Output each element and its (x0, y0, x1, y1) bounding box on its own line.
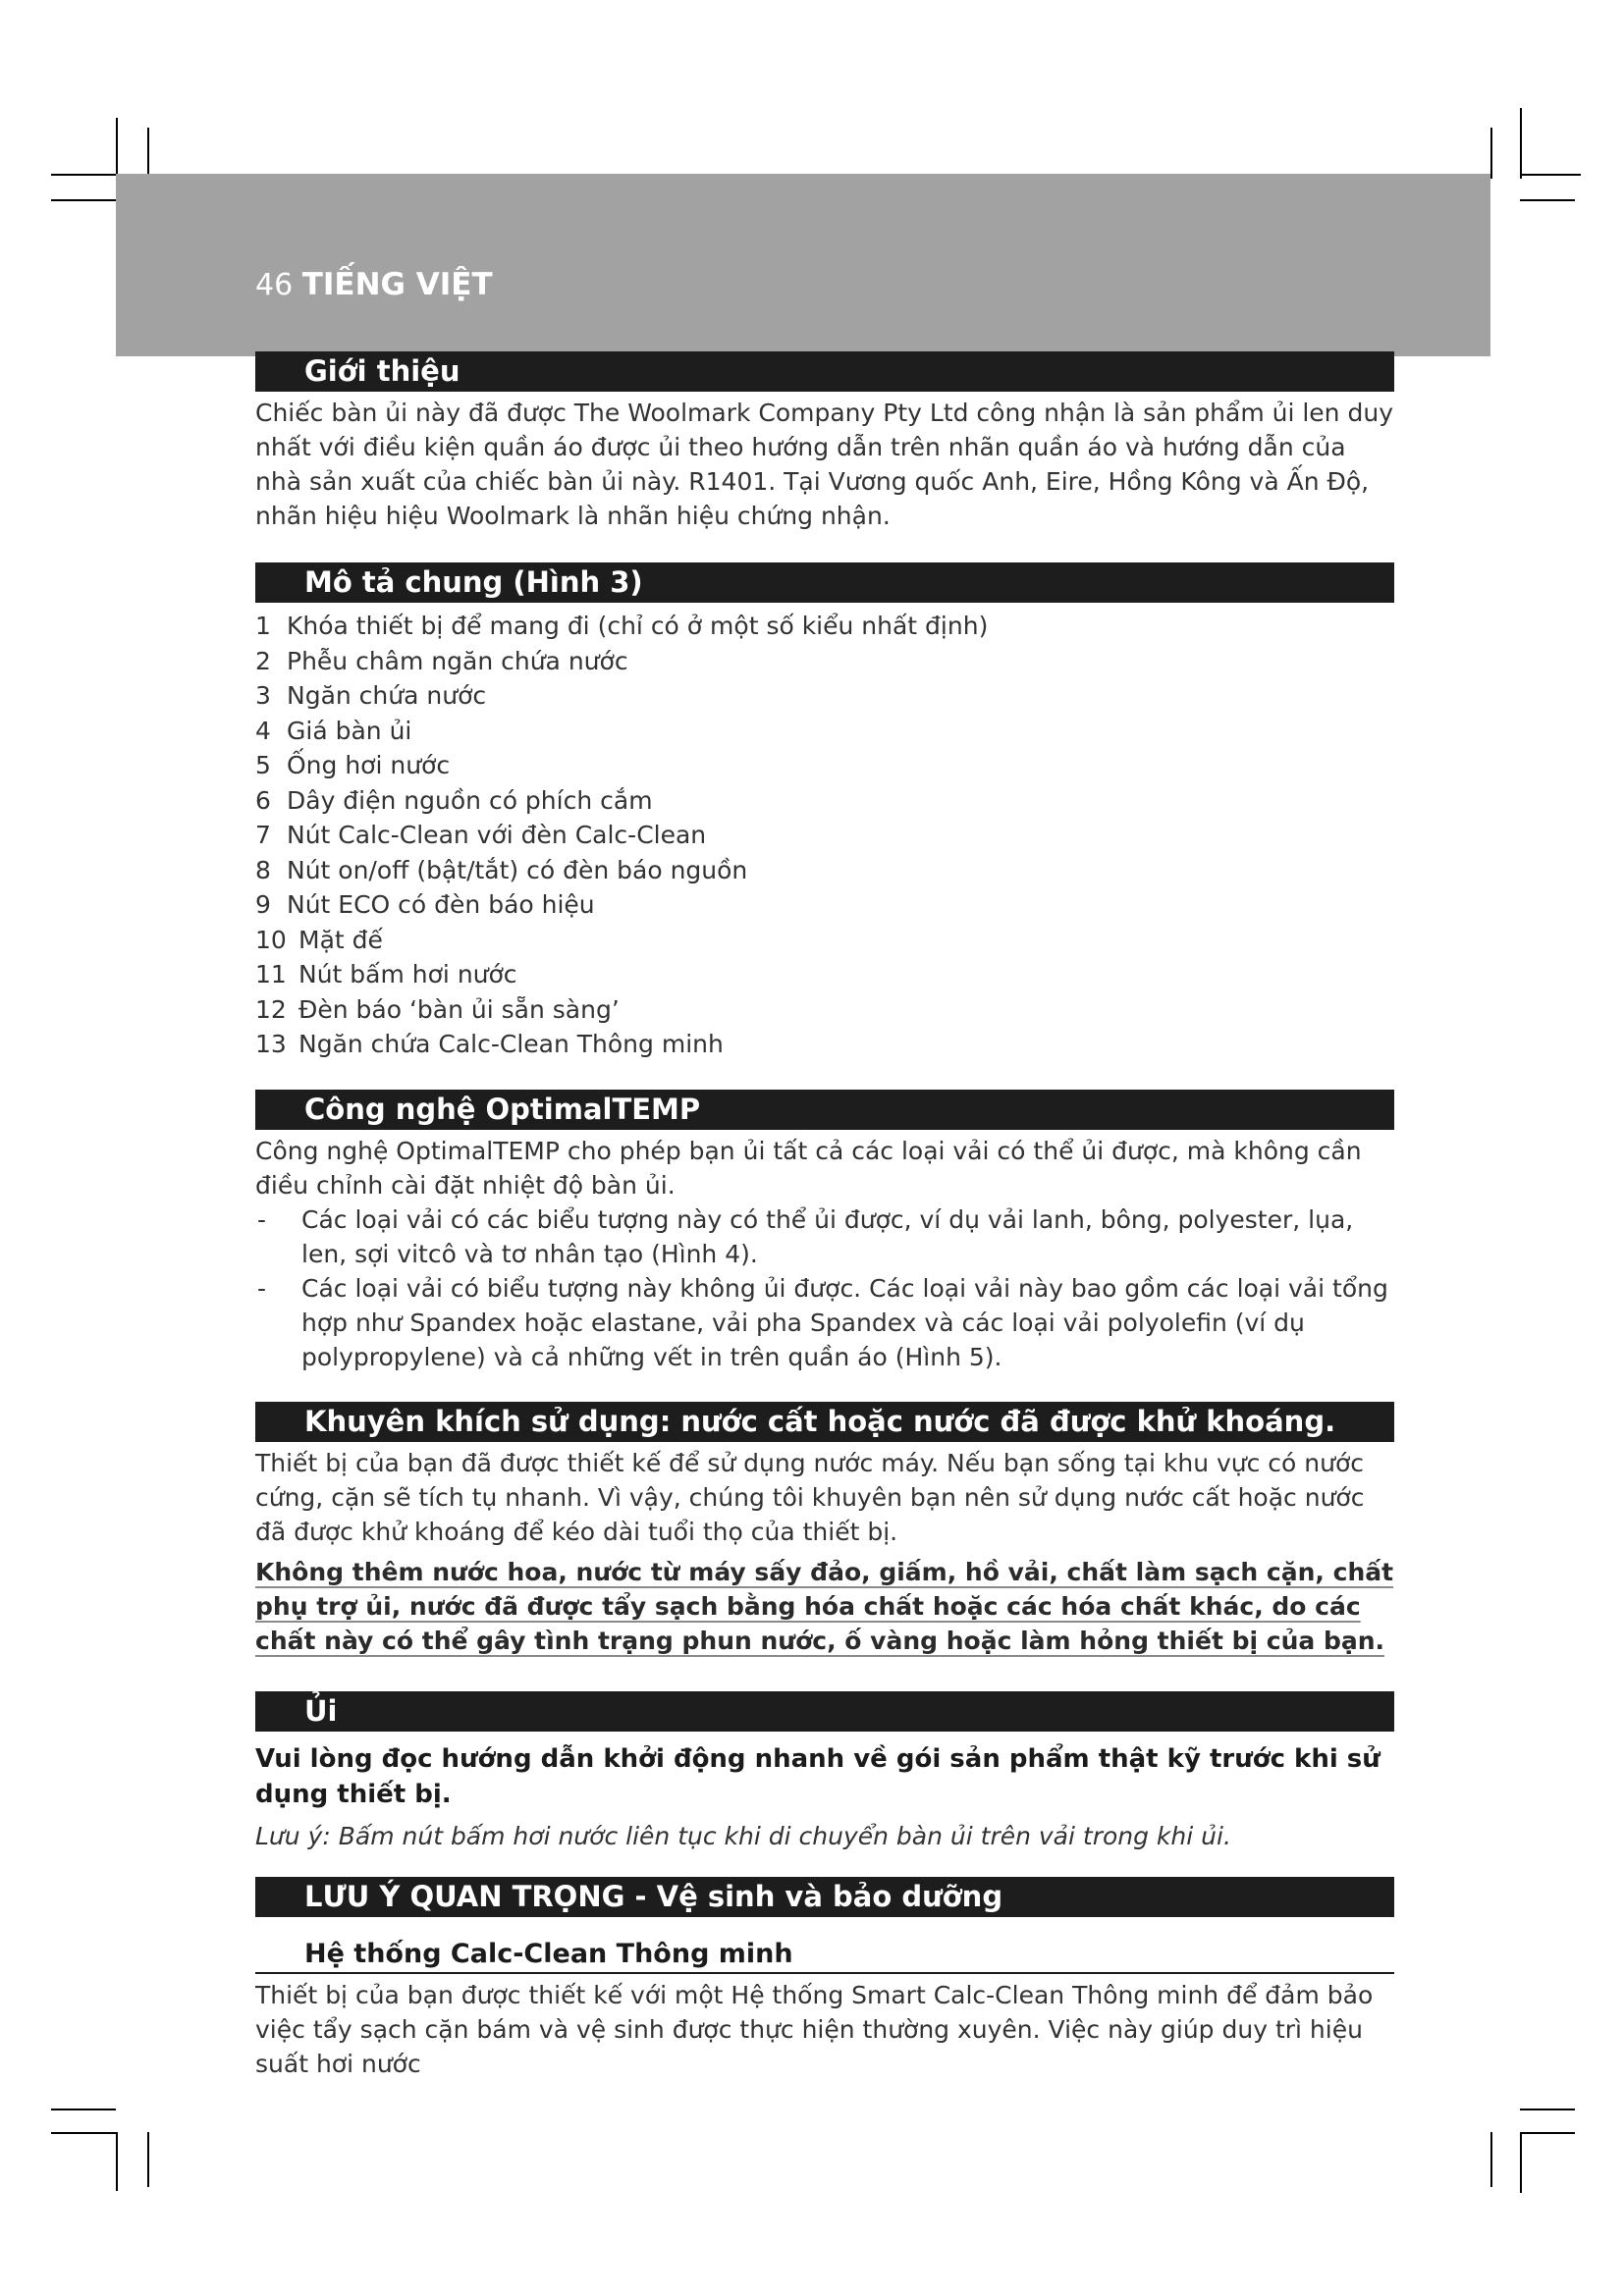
subsection-title: Hệ thống Calc-Clean Thông minh (255, 1935, 1394, 1974)
crop-mark (51, 174, 116, 176)
crop-mark (1520, 174, 1581, 176)
section-intro (255, 351, 1394, 533)
crop-mark (1520, 2132, 1522, 2193)
list-item: 4 Giá bàn ủi (255, 716, 412, 745)
section-general (255, 562, 1394, 1062)
crop-mark (1520, 108, 1522, 179)
section-water (255, 1402, 1394, 1658)
list-item: 3 Ngăn chứa nước (255, 681, 487, 710)
list-item: 13 Ngăn chứa Calc-Clean Thông minh (255, 1030, 724, 1058)
section-title: Mô tả chung (Hình 3) (255, 562, 1394, 603)
crop-mark (147, 128, 149, 179)
list-item: 5 Ống hơi nước (255, 751, 451, 779)
section-title: LƯU Ý QUAN TRỌNG - Vệ sinh và bảo dưỡng (255, 1877, 1394, 1917)
fabric-list (255, 1202, 1394, 1374)
intro-text: Chiếc bàn ủi này đã được The Woolmark Company Pty Ltd công nhận là sản phẩm ủi len duy nhất với điều kiện quần áo được ủi theo hướng dẫn trên nhãn quần áo và hướng dẫn của nhà sản xuất của chiếc bàn ủi này. R1401. Tại Vương quốc Anh, Eire, Hồng Kông và Ấn Độ, nhãn hiệu hiệu Woolmark là nhãn hiệu chứng nhận. (255, 399, 1393, 530)
crop-mark (1490, 2132, 1492, 2187)
list-item: 9 Nút ECO có đèn báo hiệu (255, 890, 595, 919)
optimal-text: Công nghệ OptimalTEMP cho phép bạn ủi tất cả các loại vải có thể ủi được, mà không cần điều chỉnh cài đặt nhiệt độ bàn ủi. (255, 1136, 1362, 1200)
list-item: - Các loại vải có biểu tượng này không ủi được. Các loại vải này bao gồm các loại vải tổng hợp như Spandex hoặc elastane, vải pha Spandex và các loại vải polyolefin (ví dụ polypropylene) và cả những vết in trên quần áo (Hình 5). (257, 1273, 1388, 1371)
section-ironing (255, 1691, 1394, 1853)
maintenance-text: Thiết bị của bạn được thiết kế với một Hệ thống Smart Calc-Clean Thông minh để đảm bảo việc tẩy sạch cặn bám và vệ sinh được thực hiện thường xuyên. Việc này giúp duy trì hiệu suất hơi nước (255, 1980, 1374, 2078)
crop-mark (147, 2132, 149, 2187)
list-item: 1 Khóa thiết bị để mang đi (chỉ có ở một số kiểu nhất định) (255, 612, 989, 640)
language-title: TIẾNG VIỆT (301, 267, 493, 302)
list-item: - Các loại vải có các biểu tượng này có thể ủi được, ví dụ vải lanh, bông, polyester, lụa, len, sợi vitcô và tơ nhân tạo (Hình 4). (257, 1204, 1354, 1268)
crop-mark (1520, 2109, 1575, 2110)
header-band (116, 174, 1490, 356)
page-number: 46 (255, 268, 294, 302)
crop-mark (116, 2132, 118, 2191)
parts-list (255, 609, 1394, 1062)
section-title: Khuyên khích sử dụng: nước cất hoặc nước đã được khử khoáng. (255, 1402, 1394, 1442)
list-item: 7 Nút Calc-Clean với đèn Calc-Clean (255, 821, 707, 849)
crop-mark (51, 2132, 116, 2134)
section-maintenance (255, 1877, 1394, 2081)
crop-mark (51, 199, 116, 201)
page-content (255, 351, 1394, 2081)
section-title: Ủi (255, 1691, 1394, 1732)
crop-mark (1520, 199, 1575, 201)
list-item: 12 Đèn báo ‘bàn ủi sẵn sàng’ (255, 994, 620, 1024)
section-optimaltemp (255, 1090, 1394, 1374)
ironing-instruction: Vui lòng đọc hướng dẫn khởi động nhanh về gói sản phẩm thật kỹ trước khi sử dụng thiết bị. (255, 1743, 1380, 1809)
crop-mark (51, 2109, 116, 2110)
list-item: 6 Dây điện nguồn có phích cắm (255, 785, 653, 815)
crop-mark (116, 118, 118, 179)
page-header (255, 267, 493, 302)
ironing-note: Lưu ý: Bấm nút bấm hơi nước liên tục khi di chuyển bàn ủi trên vải trong khi ủi. (255, 1821, 1231, 1850)
list-item: 10 Mặt đế (255, 925, 383, 954)
warning-text: Không thêm nước hoa, nước từ máy sấy đảo, giấm, hồ vải, chất làm sạch cặn, chất phụ trợ ủi, nước đã được tẩy sạch bằng hóa chất hoặc các hóa chất khác, do các chất này có thể gây tình trạng phun nước, ố vàng hoặc làm hỏng thiết bị của bạn. (255, 1557, 1394, 1655)
list-item: 2 Phễu châm ngăn chứa nước (255, 646, 628, 675)
section-title: Công nghệ OptimalTEMP (255, 1090, 1394, 1130)
crop-mark (1490, 128, 1492, 179)
section-title: Giới thiệu (255, 351, 1394, 392)
list-item: 8 Nút on/off (bật/tắt) có đèn báo nguồn (255, 855, 748, 884)
list-item: 11 Nút bấm hơi nước (255, 960, 517, 988)
water-text: Thiết bị của bạn đã được thiết kế để sử dụng nước máy. Nếu bạn sống tại khu vực có nước cứng, cặn sẽ tích tụ nhanh. Vì vậy, chúng tôi khuyên bạn nên sử dụng nước cất hoặc nước đã được khử khoáng để kéo dài tuổi thọ của thiết bị. (255, 1448, 1365, 1546)
crop-mark (1520, 2132, 1575, 2134)
